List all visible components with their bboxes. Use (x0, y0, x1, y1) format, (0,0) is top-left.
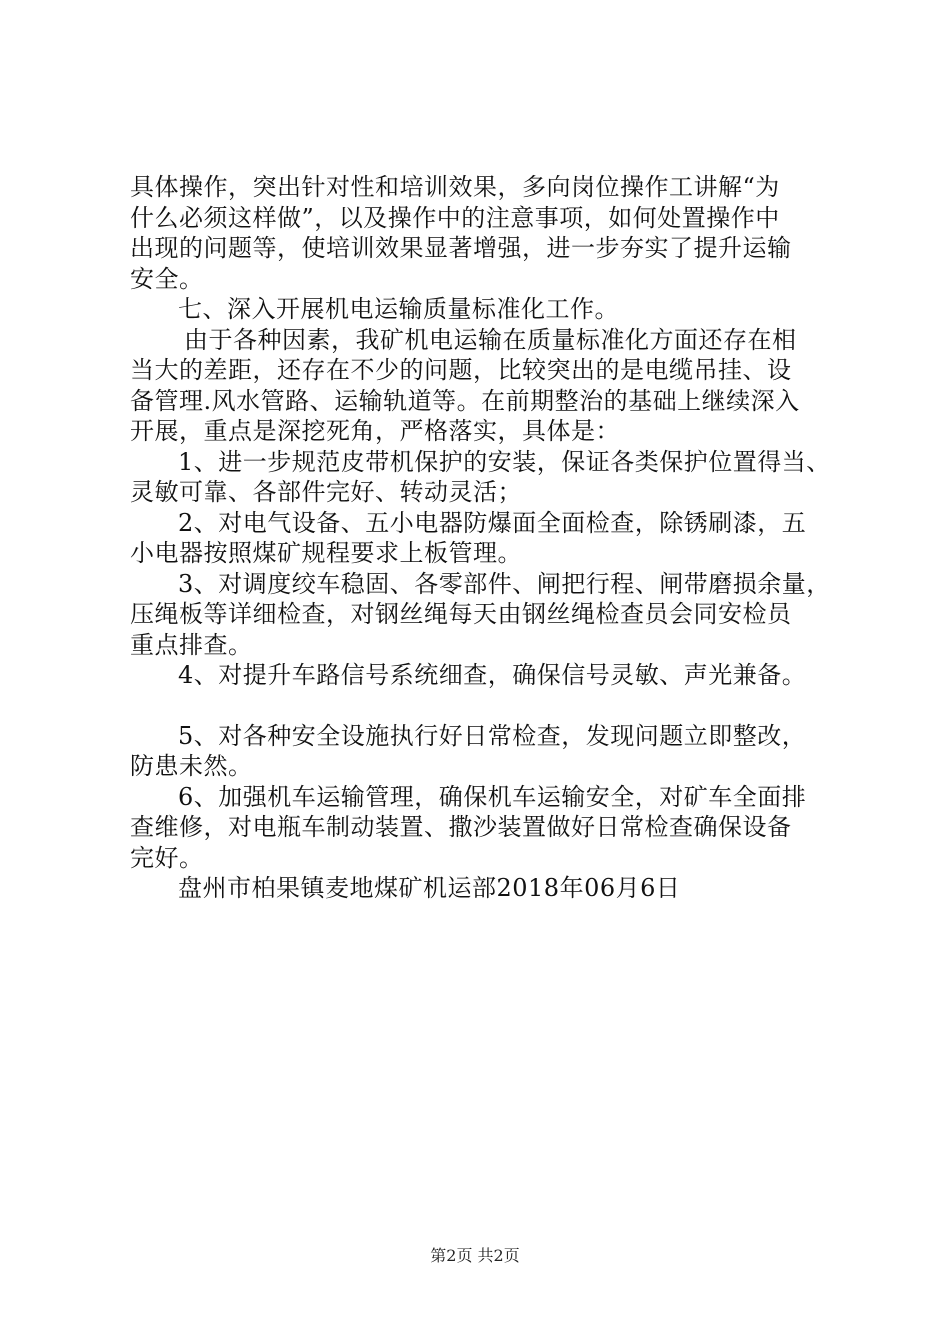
paragraph-line: 完好。 (130, 843, 204, 872)
paragraph-line: 小电器按照煤矿规程要求上板管理。 (130, 539, 522, 567)
paragraph-line: 压绳板等详细检查，对钢丝绳每天由钢丝绳检查员会同安检员 (130, 600, 792, 628)
paragraph-line: 灵敏可靠、各部件完好、转动灵活； (130, 478, 522, 506)
paragraph-line: 开展，重点是深挖死角，严格落实，具体是： (130, 417, 620, 445)
paragraph-line: 安全。 (130, 264, 204, 293)
list-item: 6、加强机车运输管理，确保机车运输安全，对矿车全面排 (178, 782, 807, 811)
paragraph-line: 备管理.风水管路、运输轨道等。在前期整治的基础上继续深入 (130, 386, 800, 415)
paragraph-line: 查维修，对电瓶车制动装置、撒沙装置做好日常检查确保设备 (130, 813, 792, 841)
paragraph-line: 由于各种因素，我矿机电运输在质量标准化方面还存在相 (184, 325, 797, 354)
page-number: 第2页 共2页 (430, 1246, 520, 1265)
blank-line (130, 691, 845, 721)
paragraph-line: 具体操作，突出针对性和培训效果，多向岗位操作工讲解“为 (130, 173, 780, 201)
paragraph-line: 出现的问题等，使培训效果显著增强，进一步夯实了提升运输 (130, 234, 792, 262)
list-item: 3、对调度绞车稳固、各零部件、闸把行程、闸带磨损余量， (178, 569, 831, 598)
list-item: 5、对各种安全设施执行好日常检查，发现问题立即整改， (178, 721, 807, 750)
document-body (130, 172, 845, 904)
signature-date: 盘州市柏果镇麦地煤矿机运部2018年06月6日 (178, 874, 681, 902)
list-item: 1、进一步规范皮带机保护的安装，保证各类保护位置得当、 (178, 447, 831, 476)
paragraph-line: 重点排查。 (130, 630, 253, 659)
paragraph-line: 什么必须这样做”，以及操作中的注意事项，如何处置操作中 (130, 203, 780, 232)
paragraph-line: 防患未然。 (130, 752, 253, 780)
list-item: 4、对提升车路信号系统细查，确保信号灵敏、声光兼备。 (178, 661, 807, 689)
list-item: 2、对电气设备、五小电器防爆面全面检查，除锈刷漆，五 (178, 508, 807, 537)
paragraph-line: 当大的差距，还存在不少的问题，比较突出的是电缆吊挂、设 (130, 356, 792, 384)
section-heading: 七、深入开展机电运输质量标准化工作。 (178, 295, 619, 323)
